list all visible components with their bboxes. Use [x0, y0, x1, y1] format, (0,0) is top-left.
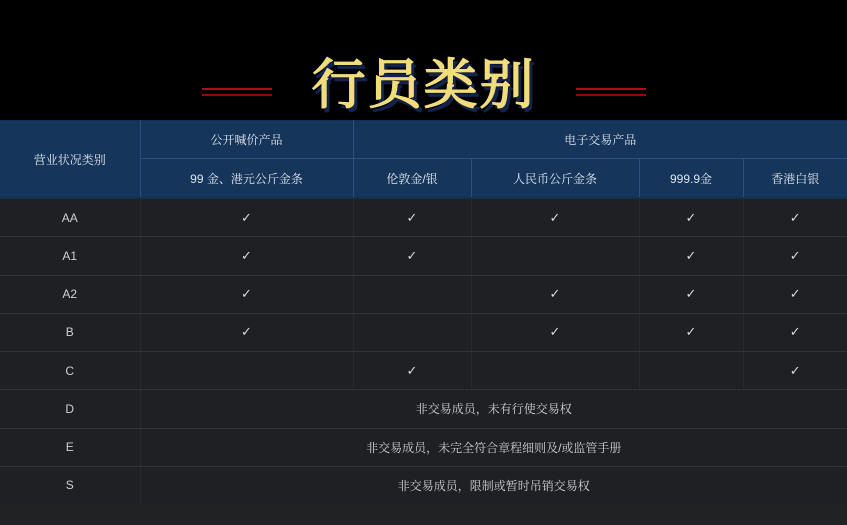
check-cell	[471, 313, 639, 351]
check-cell	[353, 237, 471, 275]
column-header-4: 999.9金	[639, 159, 743, 199]
empty-cell	[353, 275, 471, 313]
row-label: E	[0, 428, 140, 466]
row-label: B	[0, 313, 140, 351]
check-icon: ✓	[789, 362, 801, 378]
empty-cell	[471, 352, 639, 390]
title-decoration-right	[576, 88, 646, 96]
check-cell	[140, 313, 353, 351]
column-header-5: 香港白银	[743, 159, 847, 199]
table-row	[0, 352, 847, 390]
check-cell	[639, 198, 743, 237]
column-header-1: 99 金、港元公斤金条	[140, 159, 353, 199]
note-cell: 非交易成员，限制或暂时吊销交易权	[140, 466, 847, 504]
check-icon: ✓	[789, 286, 801, 302]
check-cell	[471, 275, 639, 313]
check-cell	[639, 237, 743, 275]
empty-cell	[353, 313, 471, 351]
check-icon: ✓	[685, 209, 697, 225]
red-line-icon	[576, 88, 646, 90]
column-header-2: 伦敦金/银	[353, 159, 471, 199]
check-icon: ✓	[549, 324, 561, 340]
check-cell	[639, 275, 743, 313]
check-icon: ✓	[241, 209, 252, 225]
row-label: C	[0, 352, 140, 390]
red-line-icon	[576, 94, 646, 96]
check-icon: ✓	[789, 324, 801, 340]
check-icon: ✓	[549, 286, 561, 302]
table-row	[0, 428, 847, 466]
check-cell	[140, 198, 353, 237]
check-cell	[639, 313, 743, 351]
check-icon: ✓	[241, 247, 252, 263]
empty-cell	[471, 237, 639, 275]
check-cell	[353, 352, 471, 390]
column-group-open-outcry: 公开喊价产品	[140, 121, 353, 159]
check-cell	[353, 198, 471, 237]
row-label: A2	[0, 275, 140, 313]
check-icon: ✓	[241, 324, 252, 340]
title-decoration-left	[202, 88, 272, 96]
check-cell	[743, 198, 847, 237]
table-row	[0, 275, 847, 313]
table-row	[0, 466, 847, 504]
empty-cell	[639, 352, 743, 390]
table-row	[0, 313, 847, 351]
check-icon: ✓	[549, 209, 561, 225]
check-cell	[471, 198, 639, 237]
note-cell: 非交易成员，未有行使交易权	[140, 390, 847, 428]
table-row	[0, 390, 847, 428]
column-group-electronic-trading: 电子交易产品	[353, 121, 847, 159]
row-label: S	[0, 466, 140, 504]
empty-cell	[140, 352, 353, 390]
check-icon: ✓	[789, 209, 801, 225]
row-label: A1	[0, 237, 140, 275]
check-icon: ✓	[789, 247, 801, 263]
bottom-strip	[0, 504, 847, 525]
header-group-row	[0, 121, 847, 159]
title-bar	[0, 0, 847, 120]
table-row	[0, 198, 847, 237]
check-icon: ✓	[241, 286, 252, 302]
table-row	[0, 237, 847, 275]
red-line-icon	[202, 94, 272, 96]
check-cell	[140, 237, 353, 275]
check-icon: ✓	[406, 209, 418, 225]
member-category-table	[0, 120, 847, 504]
check-icon: ✓	[685, 324, 697, 340]
check-cell	[743, 313, 847, 351]
note-cell: 非交易成员，未完全符合章程细则及/或监管手册	[140, 428, 847, 466]
row-label: AA	[0, 198, 140, 237]
page-title: 行员类别	[311, 55, 536, 115]
column-header-category: 营业状况类别	[0, 121, 140, 199]
column-header-3: 人民币公斤金条	[471, 159, 639, 199]
red-line-icon	[202, 88, 272, 90]
check-icon: ✓	[685, 286, 697, 302]
row-label: D	[0, 390, 140, 428]
check-icon: ✓	[406, 247, 418, 263]
check-icon: ✓	[406, 362, 418, 378]
check-icon: ✓	[685, 247, 697, 263]
check-cell	[743, 275, 847, 313]
check-cell	[743, 352, 847, 390]
check-cell	[743, 237, 847, 275]
check-cell	[140, 275, 353, 313]
